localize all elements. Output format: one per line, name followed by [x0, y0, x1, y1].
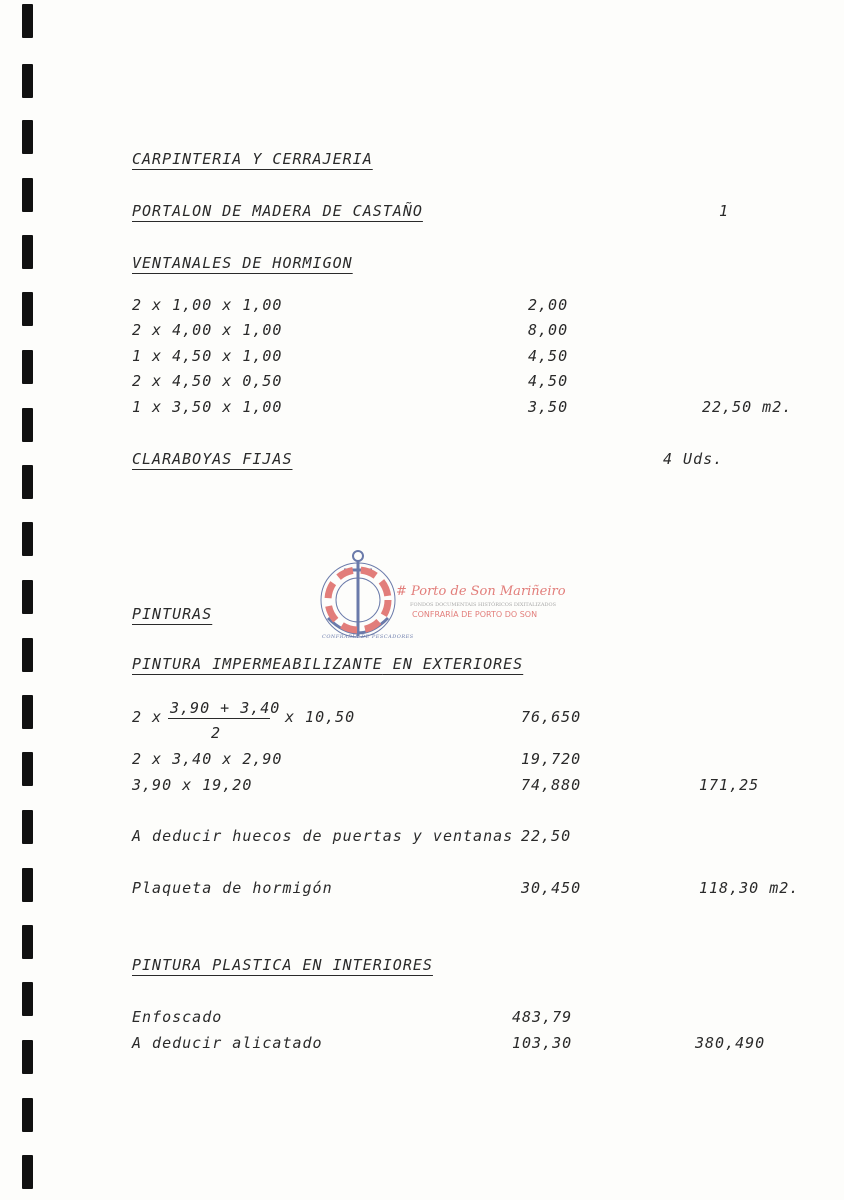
binder-hole-mark	[22, 638, 33, 672]
item-portalon-label: PORTALON DE MADERA DE CASTAÑO	[132, 202, 423, 220]
frac-value: 76,650	[521, 708, 582, 726]
plaqueta-value: 30,450	[521, 879, 582, 897]
frac-numerator: 3,90 + 3,40	[170, 699, 281, 717]
ventanales-row-expr: 1 x 3,50 x 1,00	[132, 398, 283, 416]
fraction-bar	[168, 718, 270, 719]
binder-marks	[22, 0, 34, 1200]
ventanales-row-value: 2,00	[528, 296, 569, 314]
binder-hole-mark	[22, 292, 33, 326]
binder-hole-mark	[22, 4, 33, 38]
binder-hole-mark	[22, 235, 33, 269]
alicatado-value: 103,30	[512, 1034, 573, 1052]
impermeabilizante-row-value: 74,880	[521, 776, 582, 794]
section-title-carpinteria: CARPINTERIA Y CERRAJERIA	[132, 150, 373, 168]
ventanales-row-value: 8,00	[528, 321, 569, 339]
binder-hole-mark	[22, 580, 33, 614]
enfoscado-value: 483,79	[512, 1008, 573, 1026]
binder-hole-mark	[22, 178, 33, 212]
alicatado-label: A deducir alicatado	[132, 1034, 323, 1052]
ventanales-row-value: 4,50	[528, 347, 569, 365]
section-title-pinturas: PINTURAS	[132, 605, 213, 623]
binder-hole-mark	[22, 350, 33, 384]
binder-hole-mark	[22, 1040, 33, 1074]
item-impermeabilizante-label	[132, 655, 523, 673]
binder-hole-mark	[22, 408, 33, 442]
impermeabilizante-label-part-a: PINTURA IMPERMEABILIZANTE	[132, 655, 383, 673]
binder-hole-mark	[22, 695, 33, 729]
ventanales-row-expr: 1 x 4,50 x 1,00	[132, 347, 283, 365]
binder-hole-mark	[22, 752, 33, 786]
deduct-huecos-value: 22,50	[521, 827, 572, 845]
ventanales-row-expr: 2 x 4,50 x 0,50	[132, 372, 283, 390]
impermeabilizante-subtotal: 171,25	[699, 776, 760, 794]
item-plastica-label: PINTURA PLASTICA EN INTERIORES	[132, 956, 433, 974]
ventanales-row-value: 3,50	[528, 398, 569, 416]
hashtag-icon: #	[396, 584, 407, 599]
binder-hole-mark	[22, 64, 33, 98]
item-claraboyas-label: CLARABOYAS FIJAS	[132, 450, 293, 468]
binder-hole-mark	[22, 522, 33, 556]
frac-denominator: 2	[211, 724, 222, 742]
plaqueta-total: 118,30 m2.	[699, 879, 800, 897]
binder-hole-mark	[22, 868, 33, 902]
binder-hole-mark	[22, 120, 33, 154]
plaqueta-label: Plaqueta de hormigón	[132, 879, 333, 897]
impermeabilizante-row-expr: 3,90 x 19,20	[132, 776, 253, 794]
impermeabilizante-row-value: 19,720	[521, 750, 582, 768]
ventanales-row-expr: 2 x 4,00 x 1,00	[132, 321, 283, 339]
binder-hole-mark	[22, 465, 33, 499]
binder-hole-mark	[22, 810, 33, 844]
stamp-line1: FONDOS DOCUMENTAIS HISTÓRICOS DIXITALIZADOS	[410, 602, 556, 608]
stamp-title-text: Porto de Son Mariñeiro	[411, 584, 566, 599]
frac-prefix: 2 x	[132, 708, 163, 726]
ventanales-row-value: 4,50	[528, 372, 569, 390]
ventanales-total: 22,50 m2.	[702, 398, 793, 416]
binder-hole-mark	[22, 982, 33, 1016]
stamp-ring-text: CONFRARÍA DE PESCADORES	[322, 634, 414, 640]
item-ventanales-label: VENTANALES DE HORMIGON	[132, 254, 353, 272]
anchor-lifebuoy-icon	[318, 548, 398, 648]
archive-stamp	[318, 548, 566, 648]
binder-hole-mark	[22, 1098, 33, 1132]
impermeabilizante-row-expr: 2 x 3,40 x 2,90	[132, 750, 283, 768]
frac-suffix: x 10,50	[285, 708, 356, 726]
impermeabilizante-label-part-b: EN EXTERIORES	[382, 655, 524, 673]
item-claraboyas-qty: 4 Uds.	[663, 450, 724, 468]
enfoscado-label: Enfoscado	[132, 1008, 223, 1026]
stamp-line2: CONFRARÍA DE PORTO DO SON	[412, 610, 538, 619]
alicatado-total: 380,490	[695, 1034, 766, 1052]
binder-hole-mark	[22, 1155, 33, 1189]
ventanales-row-expr: 2 x 1,00 x 1,00	[132, 296, 283, 314]
item-portalon-qty: 1	[719, 202, 730, 220]
deduct-huecos-label: A deducir huecos de puertas y ventanas	[132, 827, 514, 845]
stamp-title	[396, 584, 566, 599]
binder-hole-mark	[22, 925, 33, 959]
